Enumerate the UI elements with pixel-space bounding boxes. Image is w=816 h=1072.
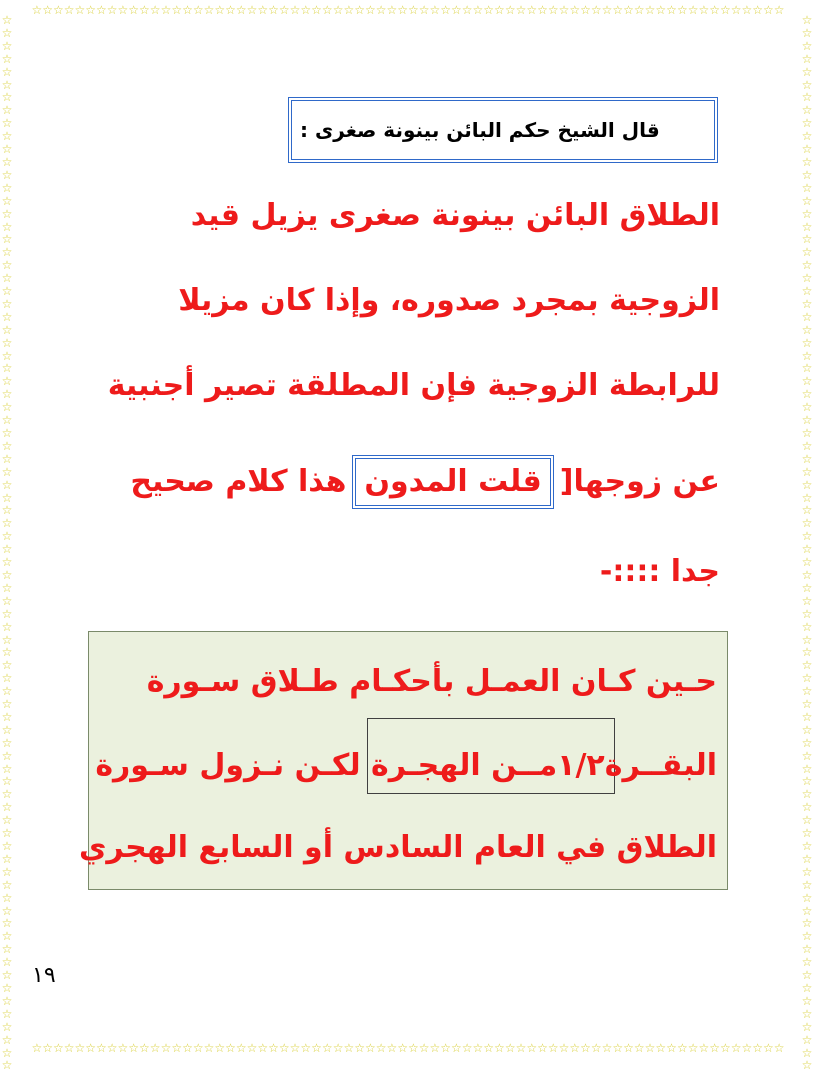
body-line-5: جدا ::::- [599,554,720,589]
editor-note-box [352,455,553,509]
quote-line-3: الطلاق في العام السادس أو السابع الهجري [78,830,717,865]
page-number: ١٩ [32,963,56,988]
quote-line-2: البقــرة١/٢مــن الهجـرة لكـن نـزول سـورة [95,748,717,783]
body-line-1: الطلاق البائن بينونة صغرى يزيل قيد [190,198,720,233]
body-line-2: الزوجية بمجرد صدوره، وإذا كان مزيلا [178,283,720,318]
body-line-4-end: هذا كلام صحيح [130,464,347,499]
star-border-left: ☆ ☆ ☆ ☆ ☆ ☆ ☆ ☆ ☆ ☆ ☆ ☆ ☆ ☆ ☆ ☆ ☆ ☆ ☆ ☆ ☆ ☆ ☆ ☆ ☆ ☆ ☆ ☆ ☆ ☆ ☆ ☆ ☆ ☆ ☆ ☆ ☆ ☆ ☆ ☆ ☆ ☆ ☆ ☆ ☆ ☆ ☆ ☆ ☆ ☆ ☆ ☆ ☆ ☆ ☆ ☆ ☆ ☆ ☆ ☆ ☆ ☆ ☆ ☆ ☆ ☆ ☆ ☆ ☆ ☆ ☆ ☆ ☆ ☆ ☆ ☆ ☆ ☆ ☆ ☆ ☆ ☆ [1,13,13,1072]
body-line-4-start: عن زوجها[ [559,464,720,499]
heading-frame [288,97,718,163]
heading-title: قال الشيخ حكم البائن بينونة صغرى : [300,118,660,142]
body-line-4 [130,455,720,509]
quote-line-1: حـين كـان العمـل بأحكـام طـلاق سـورة [146,664,717,699]
editor-note-text: قلت المدون [364,464,542,499]
body-line-3: للرابطة الزوجية فإن المطلقة تصير أجنبية [107,368,720,403]
star-border-top: ☆☆☆☆☆☆☆☆☆☆☆☆☆☆☆☆☆☆☆☆☆☆☆☆☆☆☆☆☆☆☆☆☆☆☆☆☆☆☆☆☆☆☆☆☆☆☆☆☆☆☆☆☆☆☆☆☆☆☆☆☆☆☆☆☆☆☆☆☆☆ [31,3,785,17]
star-border-bottom: ☆☆☆☆☆☆☆☆☆☆☆☆☆☆☆☆☆☆☆☆☆☆☆☆☆☆☆☆☆☆☆☆☆☆☆☆☆☆☆☆☆☆☆☆☆☆☆☆☆☆☆☆☆☆☆☆☆☆☆☆☆☆☆☆☆☆☆☆☆☆ [31,1041,785,1055]
star-border-right: ☆ ☆ ☆ ☆ ☆ ☆ ☆ ☆ ☆ ☆ ☆ ☆ ☆ ☆ ☆ ☆ ☆ ☆ ☆ ☆ ☆ ☆ ☆ ☆ ☆ ☆ ☆ ☆ ☆ ☆ ☆ ☆ ☆ ☆ ☆ ☆ ☆ ☆ ☆ ☆ ☆ ☆ ☆ ☆ ☆ ☆ ☆ ☆ ☆ ☆ ☆ ☆ ☆ ☆ ☆ ☆ ☆ ☆ ☆ ☆ ☆ ☆ ☆ ☆ ☆ ☆ ☆ ☆ ☆ ☆ ☆ ☆ ☆ ☆ ☆ ☆ ☆ ☆ ☆ ☆ ☆ ☆ [801,13,813,1072]
quote-box [78,631,728,890]
